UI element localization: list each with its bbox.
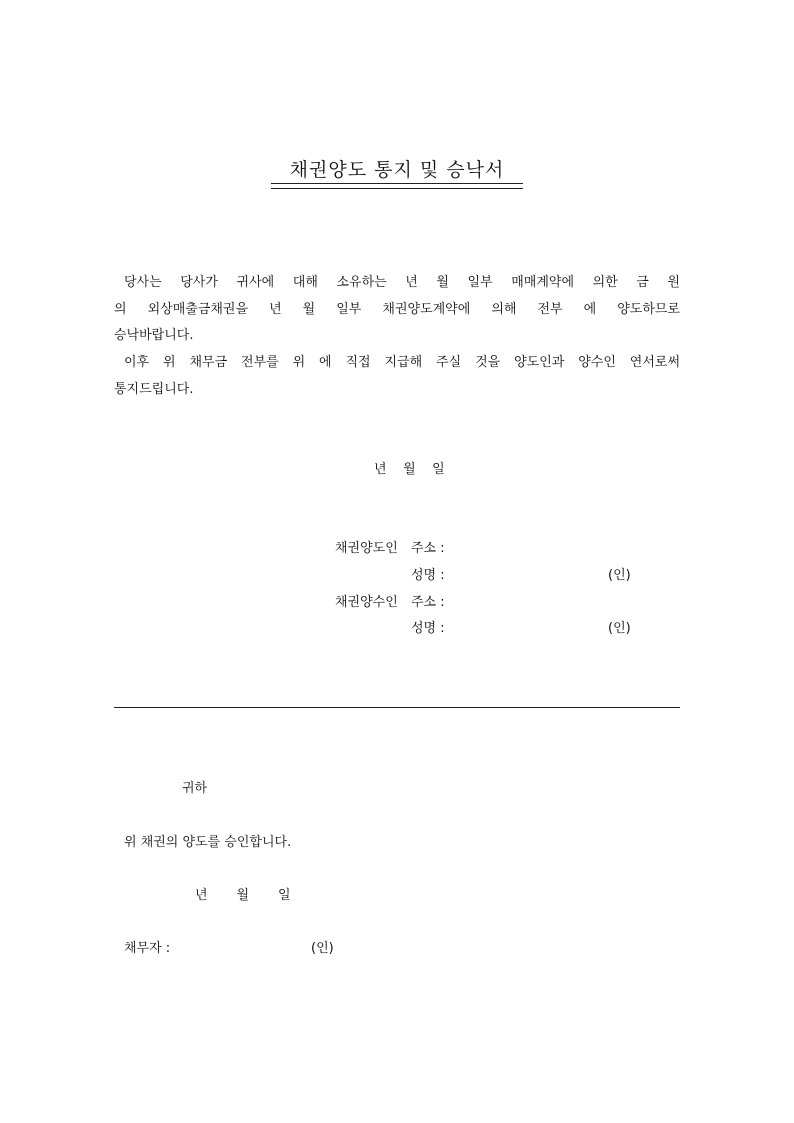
debtor-seal-mark: (인) [311, 941, 334, 956]
assignee-role-label: 채권양수인 [335, 595, 398, 610]
body-line-5: 통지드립니다. [114, 382, 194, 397]
assignee-name-label: 성명 : [411, 621, 445, 636]
date-line: 년 월 일 [374, 462, 445, 477]
assignor-seal-mark: (인) [608, 568, 631, 583]
document-title: 채권양도 통지 및 승낙서 [289, 159, 505, 181]
assignor-role-label: 채권양도인 [335, 541, 398, 556]
assignor-address-label: 주소 : [411, 541, 445, 556]
section-divider [114, 707, 680, 708]
consent-date-line: 년 월 일 [195, 888, 291, 903]
assignee-address-label: 주소 : [411, 595, 445, 610]
consent-statement: 위 채권의 양도를 승인합니다. [124, 835, 292, 850]
title-double-underline [271, 183, 523, 189]
body-line-4: 이후 위 채무금 전부를 위 에 직접 지급해 주실 것을 양도인과 양수인 연서로써 [124, 355, 680, 370]
debtor-label: 채무자 : [124, 941, 171, 956]
body-line-1: 당사는 당사가 귀사에 대해 소유하는 년 월 일부 매매계약에 의한 금 원 [124, 275, 680, 290]
body-line-2: 의 외상매출금채권을 년 월 일부 채권양도계약에 의해 전부 에 양도하므로 [114, 302, 680, 317]
assignor-name-label: 성명 : [411, 568, 445, 583]
body-line-3: 승낙바랍니다. [114, 328, 194, 343]
addressee-label: 귀하 [182, 781, 208, 796]
assignee-seal-mark: (인) [608, 621, 631, 636]
